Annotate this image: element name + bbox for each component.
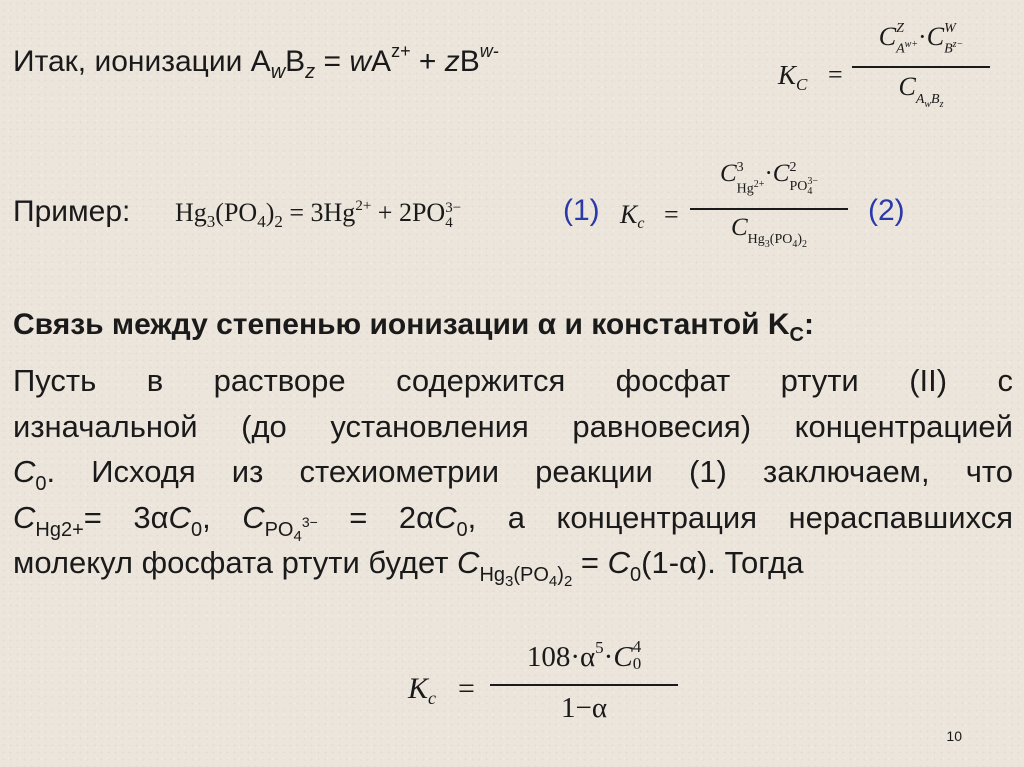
intro-ionization-equation: Итак, ионизации $A_wB_z = wA^{z+} + zB^{w-}$ bbox=[13, 41, 499, 83]
paragraph-line-3: $C_0$. Исходя из стехиометрии реакции (1) заключаем, что bbox=[13, 454, 1013, 495]
kc-example-numerator: C 3 $Hg^{2+}$ ·C 2 PO 3− 4 bbox=[719, 160, 818, 197]
kc-example-denominator: $C_{Hg_3(PO_4)_2}$ bbox=[730, 214, 808, 250]
kc-final-numerator: $108\cdot\alpha^5\cdot C$ 4 0 bbox=[526, 637, 642, 673]
section-heading: Связь между степенью ионизации α и константой $K_C$: bbox=[13, 308, 814, 346]
kc-final-formula bbox=[408, 632, 688, 747]
kc-general-formula bbox=[778, 20, 1018, 130]
kc-example-formula bbox=[620, 158, 860, 270]
equation-label-1: (1) bbox=[563, 194, 600, 227]
kc-general-equals: = bbox=[828, 60, 843, 89]
page-number: 10 bbox=[946, 728, 962, 744]
kc-final-lhs: $K_c$ bbox=[408, 672, 437, 708]
paragraph-line-4: $C_{Hg2+}= 3\alpha C_0$, $C_{PO_4^{3-}} = 2\alpha C_0$, а концентрация нераспавшихся bbox=[13, 499, 1013, 545]
kc-example-equals: = bbox=[664, 200, 679, 229]
kc-final-denominator: 1−α bbox=[560, 692, 608, 724]
equation-label-2: (2) bbox=[868, 194, 905, 227]
kc-example-fraction bbox=[690, 158, 848, 250]
example-reaction: $Hg_3(PO_4)_2 = 3Hg^{2+} + 2PO$ 3− 4 bbox=[175, 198, 462, 231]
kc-general-denominator: $C_{A_wB_z}$ bbox=[898, 72, 944, 110]
kc-final-fraction bbox=[490, 632, 678, 725]
kc-final-equals: = bbox=[458, 672, 475, 705]
kc-general-lhs: $K_C$ bbox=[778, 60, 808, 94]
paragraph-line-1: Пусть в растворе содержится фосфат ртути (II) с bbox=[13, 363, 1013, 398]
kc-general-fraction bbox=[852, 20, 990, 110]
paragraph-line-5: молекул фосфата ртути будет $C_{Hg_3(PO_4)_2} = C_0(1-\alpha)$. Тогда bbox=[13, 545, 804, 590]
kc-example-lhs: $K_c$ bbox=[620, 200, 645, 232]
paragraph-line-2: изначальной (до установления равновесия) концентрацией bbox=[13, 408, 1013, 444]
kc-general-numerator: C Z $A^{w+}$ ·C W $B^{z-}$ bbox=[878, 21, 964, 57]
example-label: Пример: bbox=[13, 195, 131, 228]
body-paragraph bbox=[13, 358, 1013, 590]
